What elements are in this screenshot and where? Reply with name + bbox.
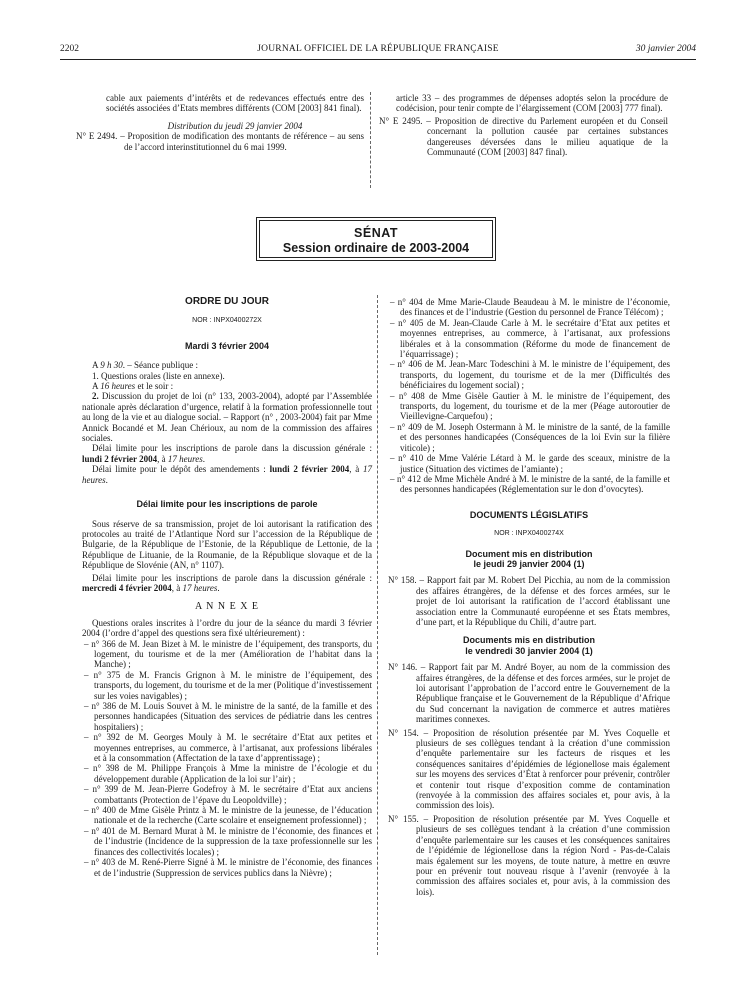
question-item [82,763,372,784]
delai-heading: Délai limite pour les inscriptions de parole [136,499,318,510]
ordre-du-jour-heading: ORDRE DU JOUR [185,296,269,307]
document-155: N° 155. – Proposition de résolution présentée par M. Yves Coquelle et plusieurs de ses collègues tendant à la création d’une commission d’enquête parlementaire sur les causes et les conséquences sanitaires de l’épidémie de légionellose dans la région Nord - Pas-de-Calais mais également sur les moyens, de toute nature, à mettre en œuvre pour en prévenir tout nouveau risque à l’avenir (renvoyée à la commission des affaires sociales et, pour avis, à la commission des lois). [388,813,670,897]
question-list [388,297,670,495]
documents-legislatifs-heading: DOCUMENTS LÉGISLATIFS [469,509,589,520]
header-date: 30 janvier 2004 [635,44,696,54]
running-header [60,44,696,58]
document-146: N° 146. – Rapport fait par M. André Boyer, au nom de la commission des affaires étrangères, de la défense et des forces armées, sur le projet de loi autorisant l’approbation de l’accord entre le Gouvernement de la République française et le Gouvernement de la République d’Afrique du Sud concernant la navigation de commerce et autres matières maritimes connexes. [388,662,670,725]
question-item [82,784,372,805]
item-text: – Proposition de directive du Parlement européen et du Conseil concernant la pollution causée par certaines substances dangereuses déversées dans le milieu aquatique de la Communauté (COM [2003] 847 final). [426,115,668,158]
dash-marker: – [390,359,398,370]
question-text: n° 410 de Mme Valérie Létard à M. le garde des sceaux, ministre de la justice (Situation des victimes de l’amiante) ; [398,453,670,474]
session-title: Session ordinaire de 2003-2004 [282,241,470,255]
ratification-text: Sous réserve de sa transmission, projet de loi autorisant la ratification des protocoles au traité de l’Atlantique Nord sur l’accession de la République de Bulgarie, de la République de l’Estonie, de la République de Lettonie, de la République de Lituanie, de la Roumanie, de la République slovaque et de la République de Slovénie (AN, n° 1107). [82,518,372,571]
page-number: 2202 [60,44,79,54]
journal-title: JOURNAL OFFICIEL DE LA RÉPUBLIQUE FRANÇAISE [257,44,499,54]
item-e2494 [76,131,364,152]
session-afternoon: A 16 heures et le soir : [92,381,174,392]
item-number: N° E 2495. [379,115,423,126]
dash-marker: – [390,297,398,307]
top-column-divider [370,92,371,188]
dash-marker: – [390,453,399,464]
header-rule [60,59,696,60]
question-item [388,359,670,390]
item-text: – Proposition de modification des montants de référence – au sens de l’accord interinstitutionnel du 6 mai 1999. [120,131,364,152]
question-text: n° 366 de M. Jean Bizet à M. le ministre de l’équipement, des transports, du logement, du tourisme et de la mer (Amélioration de l’habitat dans la Manche) ; [91,638,372,670]
question-text: n° 404 de Mme Marie-Claude Beaudeau à M. le ministre de l’économie, des finances et de l’industrie (Gestion du personnel de France Télécom) ; [397,297,670,318]
item-number: N° E 2494. [76,131,118,142]
continuation-text: cable aux paiements d’intérêts et de redevances effectués entre des sociétés associées d’Etats membres différents (COM [2003] 841 final). [106,93,364,114]
annexe-heading: A N N E X E [194,601,260,613]
nor-reference: NOR : INPX0400272X [192,317,262,325]
dash-marker: – [84,669,94,680]
dash-marker: – [84,638,92,649]
question-item [388,453,670,474]
question-item [82,701,372,732]
dash-marker: – [390,317,399,328]
question-text: n° 398 de M. Philippe François à Mme la ministre de l’écologie et du développement durable (Application de la loi sur l’air) ; [93,763,372,784]
question-item [82,857,372,878]
item-e2495 [379,116,668,158]
distribution-heading: Distribution du jeudi 29 janvier 2004 [167,120,303,131]
question-text: n° 412 de Mme Michèle André à M. le ministre de la santé, de la famille et des personnes handicapées (Réglementation sur le don d’ovocytes). [396,473,670,495]
annexe-intro: Questions orales inscrites à l’ordre du jour de la séance du mardi 3 février 2004 (l’ordre d’appel des questions sera fixé ultérieurement) : [82,617,372,639]
question-text: n° 409 de M. Joseph Ostermann à M. le ministre de la santé, de la famille et des personnes handicapées (Conséquences de la loi Evin sur la filière viticole) ; [397,421,670,453]
question-item [388,318,670,360]
question-text: n° 401 de M. Bernard Murat à M. le ministre de l’économie, des finances et de l’industrie (Incidence de la suppression de la taxe professionnelle sur les finances des collectivités locales) ; [91,825,373,857]
question-text: n° 386 de M. Louis Souvet à M. le ministre de la santé, de la famille et des personnes handicapées (Situation des services de pédiatrie dans les centres hospitaliers) ; [91,701,373,732]
right-column [388,297,670,897]
left-column [82,297,372,878]
question-text: n° 406 de M. Jean-Marc Todeschini à M. le ministre de l’équipement, des transports, du logement, du tourisme et de la mer (Difficultés des bénéficiaires du logement social) ; [397,359,670,391]
question-item [82,670,372,701]
question-item [82,639,372,670]
dash-marker: – [84,857,92,868]
question-text: n° 403 de M. René-Pierre Signé à M. le ministre de l’économie, des finances et de l’industrie (Suppression de services publics dans la Nièvre) ; [91,857,372,878]
question-text: n° 405 de M. Jean-Claude Carle à M. le secrétaire d’Etat aux petites et moyennes entreprises, au commerce, à l’artisanat, aux professions libérales et à la consommation (Réforme du mode de financement de l’équarrissage) ; [398,317,671,360]
question-text: n° 400 de Mme Gisèle Printz à M. le ministre de la jeunesse, de l’éducation nationale et de la recherche (Carte scolaire et enseignement professionnel) ; [91,805,373,826]
dash-marker: – [390,421,398,432]
question-item [82,732,372,763]
question-item [388,297,670,318]
dash-marker: – [84,825,92,836]
session-morning: A 9 h 30. – Séance publique : [92,360,198,371]
nor-reference: NOR : INPX0400274X [494,530,564,538]
dash-marker: – [84,732,94,743]
item-projet-de-loi: 2. Discussion du projet de loi (n° 133, 2003-2004), adopté par l’Assemblée nationale après déclaration d’urgence, relatif à la formation professionnelle tout au long de la vie et au dialogue social. – Rapport (n° , 2003-2004) fait par Mme Annick Bocandé et M. Jean Chérioux, au nom de la commission des affaires sociales. [82,391,372,444]
distribution-heading-2: Documents mis en distribution le vendredi 30 janvier 2004 (1) [462,635,595,656]
top-right-column [379,93,668,158]
question-text: n° 408 de Mme Gisèle Gautier à M. le ministre de l’équipement, des transports, du logement, du tourisme et de la mer (Péage autoroutier de Vieillevigne-Carquefou) ; [398,390,670,422]
column-divider [377,295,378,955]
delai-parole-2: Délai limite pour les inscriptions de parole dans la discussion générale : mercredi 4 février 2004, à 17 heures. [82,572,372,593]
top-left-column [76,93,364,152]
question-item [388,474,670,495]
delai-amendements: Délai limite pour le dépôt des amendements : lundi 2 février 2004, à 17 heures. [82,464,372,485]
question-item [82,805,372,826]
question-text: n° 375 de M. Francis Grignon à M. le ministre de l’équipement, des transports, du logement, du tourisme et de la mer (Politique d’investissement sur les voies navigables) ; [93,669,372,701]
dash-marker: – [84,805,92,816]
question-text: n° 399 de M. Jean-Pierre Godefroy à M. le secrétaire d’Etat aux anciens combattants (Protection de l’épave du Leopoldville) ; [92,784,373,805]
question-item [388,391,670,422]
delai-parole: Délai limite pour les inscriptions de parole dans la discussion générale : lundi 2 février 2004, à 17 heures. [82,443,372,464]
distribution-heading-1: Document mis en distribution le jeudi 29 janvier 2004 (1) [465,548,593,569]
question-item [388,422,670,453]
senat-title: SÉNAT [354,226,398,240]
dash-marker: – [84,784,93,795]
document-158: N° 158. – Rapport fait par M. Robert Del Picchia, au nom de la commission des affaires étrangères, de la défense et des forces armées, sur le projet de loi autorisant la ratification de l’accord établissant une association entre la Communauté européenne et ses États membres, d’une part, et la République du Chili, d’autre part. [388,575,670,627]
question-list [82,639,372,878]
item-questions-orales: 1. Questions orales (liste en annexe). [92,370,225,381]
document-154: N° 154. – Proposition de résolution présentée par M. Yves Coquelle et plusieurs de ses collègues tendant à la création d’une commission d’enquête parlementaire sur les facteurs de risques et les conséquences sanitaires d’épidémies de légionellose mais également sur les moyens des services d’État à renforcer pour prévenir, contrôler et contenir tout risque d’exposition comme de contamination (renvoyée à la commission des affaires sociales et, pour avis, à la commission des lois). [388,727,670,811]
date-heading: Mardi 3 février 2004 [184,340,270,351]
continuation-text: article 33 – des programmes de dépenses adoptés selon la procédure de codécision, pour tenir compte de l’élargissement (COM [2003] 777 final). [396,93,668,114]
dash-marker: – [84,763,94,774]
dash-marker: – [84,701,92,711]
senat-title-box [256,217,496,261]
dash-marker: – [390,390,399,401]
question-item [82,826,372,857]
question-text: n° 392 de M. Georges Mouly à M. le secrétaire d’Etat aux petites et moyennes entreprises, au commerce, à l’artisanat, aux professions libérales et à la consommation (Affectation de la taxe d’apprentissage) ; [93,732,372,764]
dash-marker: – [390,473,397,484]
